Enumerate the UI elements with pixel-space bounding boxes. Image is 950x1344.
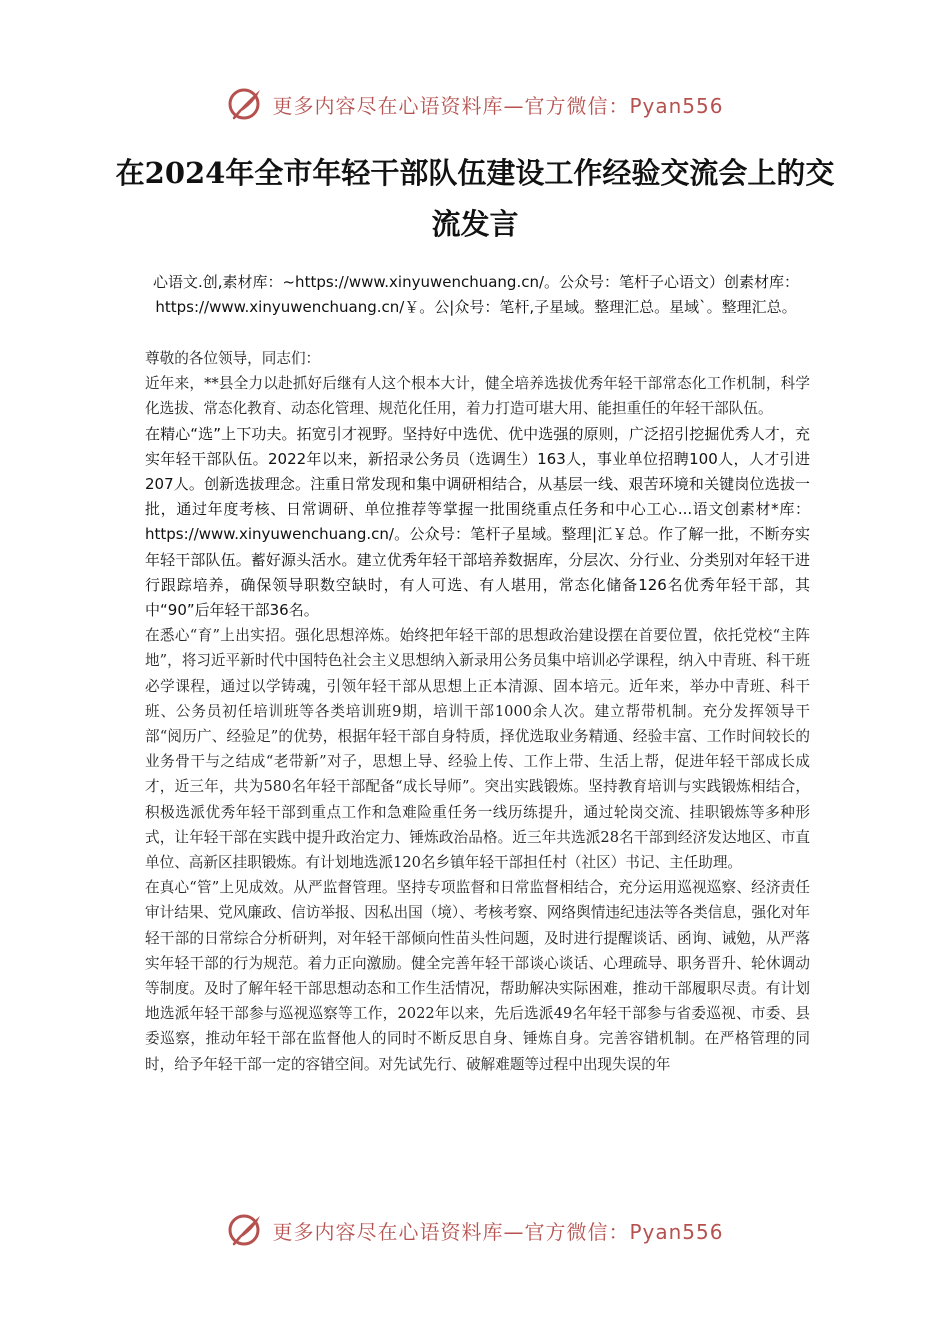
paragraph-select: 在精心“选”上下功夫。拓宽引才视野。坚持好中选优、优中选强的原则，广泛招引挖掘优秀人才，充实年轻干部队伍。2022年以来，新招录公务员（选调生）163人，事业单位招聘100人，人才引进207人。创新选拔理念。注重日常发现和集中调研相结合，从基层一线、艰苦环境和关键岗位选拔一批，通过年度考核、日常调研、单位推荐等掌握一批围绕重点任务和中心工心...语文创素材*库：https://www.xinyuwenchuang.cn/。公众号：笔杆子星域。整理|汇￥总。作了解一批，不断夯实年轻干部队伍。蓄好源头活水。建立优秀年轻干部培养数据库，分层次、分行业、分类别对年轻干进行跟踪培养，确保领导职数空缺时，有人可选、有人堪用，常态化储备126名优秀年轻干部，其中“90”后年轻干部36名。 bbox=[145, 424, 810, 620]
paragraph-manage: 在真心“管”上见成效。从严监督管理。坚持专项监督和日常监督相结合，充分运用巡视巡察、经济责任审计结果、党风廉政、信访举报、因私出国（境）、考核考察、网络舆情违纪违法等各类信息，强化对年轻干部的日常综合分析研判，对年轻干部倾向性苗头性问题，及时进行提醒谈话、函询、诫勉，从严落实年轻干部的行为规范。着力正向激励。健全完善年轻干部谈心谈话、心理疏导、职务晋升、轮休调动等制度。及时了解年轻干部思想动态和工作生活情况，帮助解决实际困难，推动干部履职尽责。有计划地选派年轻干部参与巡视巡察等工作，2022年以来，先后选派49名年轻干部参与省委巡视、市委、县委巡察，推动年轻干部在监督他人的同时不断反思自身、锤炼自身。完善容错机制。在严格管理的同时，给予年轻干部一定的容错空间。对先试先行、破解难题等过程中出现失误的年 bbox=[145, 879, 810, 1073]
salutation: 尊敬的各位领导，同志们： bbox=[145, 350, 321, 367]
quill-pen-logo-icon bbox=[226, 1210, 266, 1250]
document-title: 在2024年全市年轻干部队伍建设工作经验交流会上的交流发言 bbox=[115, 156, 835, 241]
footer-banner bbox=[0, 1208, 950, 1252]
paragraph-cultivate: 在悉心“育”上出实招。强化思想淬炼。始终把年轻干部的思想政治建设摆在首要位置，依托党校“主阵地”，将习近平新时代中国特色社会主义思想纳入新录用公务员集中培训必学课程，纳入中青班、科干班必学课程，通过以学铸魂，引领年轻干部从思想上正本清源、固本培元。近年来，举办中青班、科干班、公务员初任培训班等各类培训班9期，培训干部1000余人次。建立帮带机制。充分发挥领导干部“阅历广、经验足”的优势，根据年轻干部自身特质，择优选取业务精通、经验丰富、工作时间较长的业务骨干与之结成“老带新”对子，思想上导、经验上传、工作上带、生活上帮，促进年轻干部成长成才，近三年，共为580名年轻干部配备“成长导师”。突出实践锻炼。坚持教育培训与实践锻炼相结合，积极选派优秀年轻干部到重点工作和急难险重任务一线历练提升，通过轮岗交流、挂职锻炼等多种形式，让年轻干部在实践中提升政治定力、锤炼政治品格。近三年共选派28名干部到经济发达地区、市直单位、高新区挂职锻炼。有计划地选派120名乡镇年轻干部担任村（社区）书记、主任助理。 bbox=[145, 627, 810, 872]
banner-text: 更多内容尽在心语资料库—官方微信：Pyan556 bbox=[272, 93, 724, 118]
source-note: 心语文.创,素材库：~https://www.xinyuwenchuang.cn/。公众号：笔杆子心语文）创素材库：https://www.xinyuwenchuang.cn/￥。公|众号：笔杆,子星域。整理汇总。星域`。整理汇总。 bbox=[152, 273, 800, 316]
banner-text: 更多内容尽在心语资料库—官方微信：Pyan556 bbox=[272, 1219, 724, 1244]
document-body bbox=[145, 346, 810, 1077]
paragraph-intro: 近年来，**县全力以赴抓好后继有人这个根本大计，健全培养选拔优秀年轻干部常态化工作机制，科学化选拔、常态化教育、动态化管理、规范化任用，着力打造可堪大用、能担重任的年轻干部队伍。 bbox=[145, 375, 810, 418]
quill-pen-logo-icon bbox=[226, 84, 266, 124]
header-banner bbox=[0, 82, 950, 126]
